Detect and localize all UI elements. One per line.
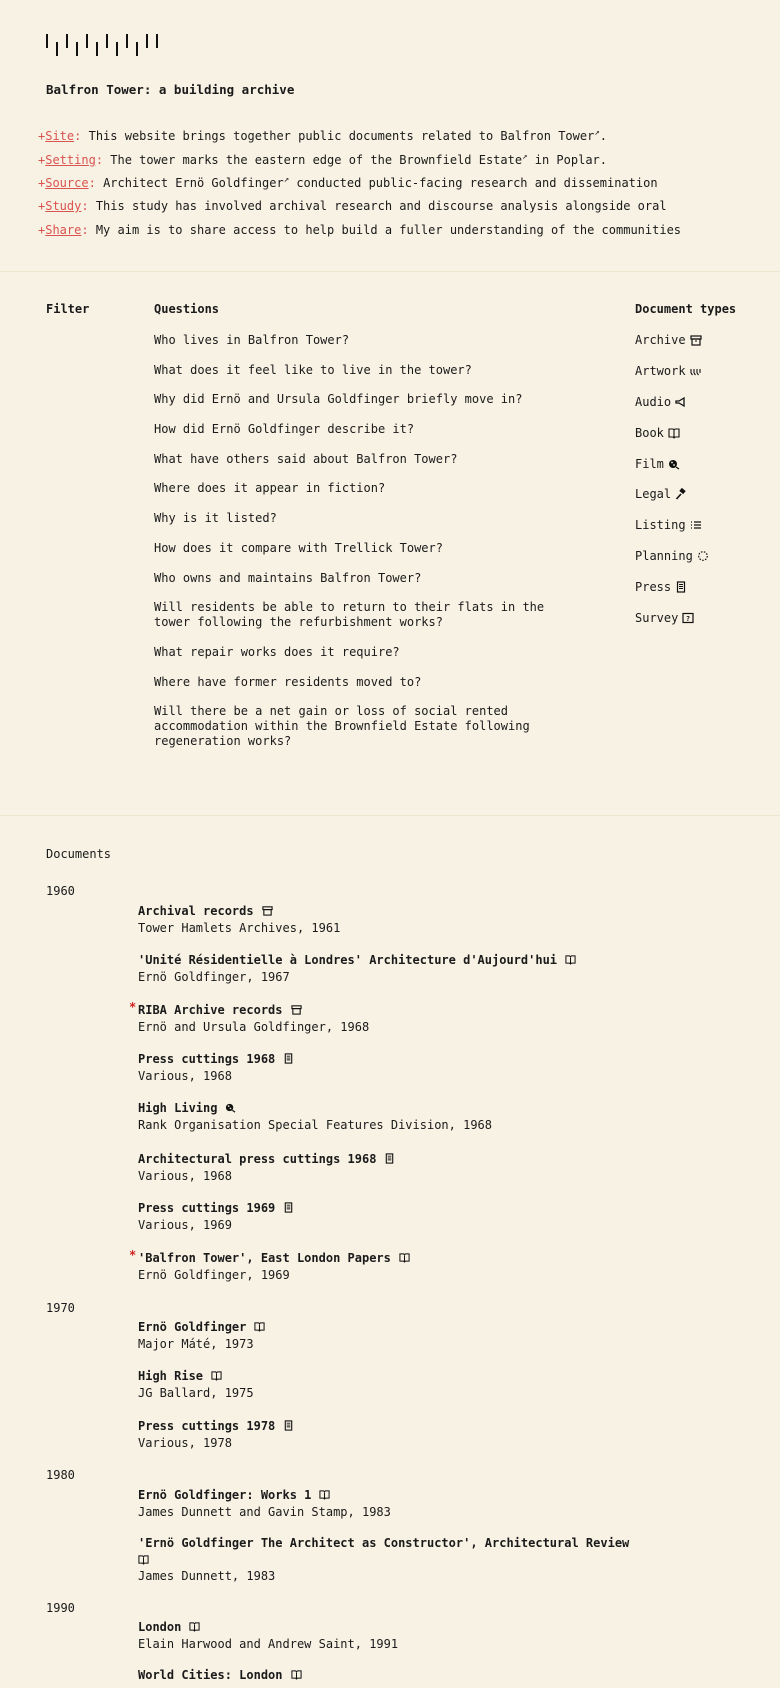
press-icon xyxy=(283,1420,294,1431)
book-icon xyxy=(565,954,576,965)
document-item[interactable] xyxy=(138,1151,738,1184)
listing-icon xyxy=(690,519,702,531)
document-title[interactable]: RIBA Archive records xyxy=(138,1003,283,1017)
document-title[interactable]: Press cuttings 1978 xyxy=(138,1419,276,1433)
document-title[interactable]: Archival records xyxy=(138,904,254,918)
film-icon xyxy=(668,458,680,470)
document-title[interactable]: High Rise xyxy=(138,1369,204,1383)
year-heading: 1980 xyxy=(46,1468,75,1482)
question-item[interactable]: Why is it listed? xyxy=(154,511,277,526)
featured-star: * xyxy=(129,1248,137,1262)
document-item[interactable] xyxy=(129,1248,738,1283)
question-item[interactable]: Where have former residents moved to? xyxy=(154,674,422,689)
document-source: Ernö Goldfinger, 1969 xyxy=(138,1267,290,1282)
book-icon xyxy=(291,1669,302,1680)
intro-text: conducted public-facing research and dissemination xyxy=(289,176,658,191)
document-item[interactable] xyxy=(138,1100,738,1133)
document-title[interactable]: Press cuttings 1969 xyxy=(138,1201,276,1215)
brownfield-estate-link[interactable]: The tower marks the eastern edge of the Brownfield Estate xyxy=(110,152,523,167)
question-item[interactable]: Who lives in Balfron Tower? xyxy=(154,333,350,347)
book-icon xyxy=(668,427,680,439)
type-survey[interactable] xyxy=(635,611,765,642)
goldfinger-link[interactable]: Architect Ernö Goldfinger xyxy=(103,176,284,191)
filter-heading: Filter xyxy=(46,302,90,316)
archive-icon xyxy=(262,905,273,916)
type-audio[interactable] xyxy=(635,395,765,426)
svg-text:?: ? xyxy=(686,615,691,624)
type-label: Legal xyxy=(635,487,672,502)
type-archive[interactable] xyxy=(635,333,765,364)
press-icon xyxy=(384,1153,395,1164)
book-icon xyxy=(319,1489,330,1500)
document-source: Tower Hamlets Archives, 1961 xyxy=(138,920,341,935)
document-source: JG Ballard, 1975 xyxy=(138,1385,254,1400)
question-item[interactable]: How does it compare with Trellick Tower? xyxy=(154,540,443,555)
type-planning[interactable] xyxy=(635,549,765,580)
questions-list xyxy=(154,333,594,764)
type-press[interactable] xyxy=(635,580,765,611)
artwork-icon xyxy=(690,365,702,377)
type-legal[interactable] xyxy=(635,487,765,518)
type-label: Press xyxy=(635,580,672,595)
document-source: Major Máté, 1973 xyxy=(138,1336,254,1351)
question-item[interactable]: How did Ernö Goldfinger describe it? xyxy=(154,422,415,437)
document-item[interactable] xyxy=(138,1418,738,1451)
source-link[interactable]: Source xyxy=(45,176,89,191)
document-types-heading: Document types xyxy=(635,302,737,316)
year-heading: 1970 xyxy=(46,1301,75,1315)
page-title: Balfron Tower: a building archive xyxy=(46,82,295,97)
document-source: James Dunnett, 1983 xyxy=(138,1569,276,1583)
press-icon xyxy=(675,581,687,593)
document-item[interactable] xyxy=(138,1200,738,1233)
survey-icon xyxy=(682,612,694,624)
study-link[interactable]: Study xyxy=(45,199,82,214)
type-book[interactable] xyxy=(635,426,765,457)
document-title[interactable]: Ernö Goldfinger xyxy=(138,1320,247,1334)
document-title[interactable]: London xyxy=(138,1620,182,1634)
questions-heading: Questions xyxy=(154,302,220,316)
external-link-icon: ↗ xyxy=(522,151,528,162)
question-item[interactable]: Why did Ernö and Ursula Goldfinger briefly move in? xyxy=(154,392,523,407)
document-item[interactable] xyxy=(138,1535,738,1585)
intro-list xyxy=(38,128,758,246)
type-label: Audio xyxy=(635,394,672,409)
document-item[interactable] xyxy=(138,1368,738,1401)
intro-text: This study has involved archival research and discourse analysis alongside oral xyxy=(95,199,667,214)
featured-star: * xyxy=(129,1000,137,1014)
book-icon xyxy=(138,1554,149,1565)
type-film[interactable] xyxy=(635,457,765,488)
archive-icon xyxy=(291,1004,302,1015)
document-item[interactable] xyxy=(138,1487,738,1520)
type-label: Listing xyxy=(635,518,686,533)
document-source: Rank Organisation Special Features Division, 1968 xyxy=(138,1117,493,1132)
year-heading: 1990 xyxy=(46,1601,75,1615)
document-title[interactable]: World Cities: London xyxy=(138,1668,283,1682)
document-title[interactable]: 'Ernö Goldfinger The Architect as Constructor', Architectural Review xyxy=(138,1536,630,1550)
external-link-icon: ↗ xyxy=(594,128,600,138)
book-icon xyxy=(399,1252,410,1263)
site-link[interactable]: Site xyxy=(45,129,75,143)
document-source: Ernö and Ursula Goldfinger, 1968 xyxy=(138,1019,370,1034)
document-types-list xyxy=(635,333,765,642)
balfron-tower-link[interactable]: This website brings together public documents related to Balfron Tower xyxy=(88,129,595,143)
document-title[interactable]: High Living xyxy=(138,1101,218,1115)
document-source: Various, 1968 xyxy=(138,1068,232,1083)
year-heading: 1960 xyxy=(46,884,75,898)
document-source: Ernö Goldfinger, 1967 xyxy=(138,969,290,984)
type-label: Archive xyxy=(635,333,686,347)
divider xyxy=(0,271,780,272)
setting-link[interactable]: Setting xyxy=(45,152,96,167)
type-label: Survey xyxy=(635,611,679,626)
question-item[interactable]: What repair works does it require? xyxy=(154,644,400,659)
type-label: Planning xyxy=(635,549,693,564)
type-label: Film xyxy=(635,456,664,471)
planning-icon xyxy=(697,550,709,562)
external-link-icon: ↗ xyxy=(283,175,290,186)
intro-text: in Poplar. xyxy=(527,152,607,167)
type-label: Book xyxy=(635,425,664,440)
question-item[interactable]: Where does it appear in fiction? xyxy=(154,481,386,496)
intro-share: +Share: My aim is to share access to help build a fuller understanding of the communities xyxy=(38,222,682,237)
type-label: Artwork xyxy=(635,363,686,378)
type-listing[interactable] xyxy=(635,518,765,549)
legal-icon xyxy=(675,488,687,500)
book-icon xyxy=(211,1370,222,1381)
type-artwork[interactable] xyxy=(635,364,765,395)
book-icon xyxy=(189,1621,200,1632)
document-item[interactable] xyxy=(138,1619,738,1652)
intro-setting: +Setting: The tower marks the eastern edge of the Brownfield Estate↗ in Poplar. xyxy=(38,151,607,167)
intro-source: +Source: Architect Ernö Goldfinger↗ conducted public-facing research and dissemination xyxy=(38,175,658,191)
film-icon xyxy=(225,1102,236,1113)
intro-text: My aim is to share access to help build a fuller understanding of the communities xyxy=(95,222,682,237)
document-source: Elain Harwood and Andrew Saint, 1991 xyxy=(138,1636,399,1651)
question-item[interactable]: Who owns and maintains Balfron Tower? xyxy=(154,570,422,585)
document-source: Various, 1968 xyxy=(138,1168,232,1183)
document-title[interactable]: 'Balfron Tower', East London Papers xyxy=(138,1251,391,1265)
document-item[interactable] xyxy=(138,1667,738,1684)
document-item[interactable] xyxy=(129,1000,738,1035)
question-item[interactable]: What does it feel like to live in the tower? xyxy=(154,362,472,377)
book-icon xyxy=(254,1321,265,1332)
question-item[interactable]: Will there be a net gain or loss of social rented accommodation within the Brownfield Estate following regeneration works? xyxy=(154,704,530,749)
document-item[interactable] xyxy=(138,903,738,936)
documents-heading: Documents xyxy=(46,847,112,861)
press-icon xyxy=(283,1053,294,1064)
audio-icon xyxy=(675,396,687,408)
document-item[interactable] xyxy=(138,1319,738,1352)
share-link[interactable]: Share xyxy=(45,222,82,237)
intro-site: +Site: This website brings together public documents related to Balfron Tower↗. xyxy=(38,128,607,143)
document-source: Various, 1978 xyxy=(138,1435,232,1450)
question-item[interactable]: Will residents be able to return to their flats in the tower following the refurbishment works? xyxy=(154,600,545,630)
document-title[interactable]: 'Unité Résidentielle à Londres' Architecture d'Aujourd'hui xyxy=(138,953,558,967)
document-item[interactable] xyxy=(138,952,738,985)
question-item[interactable]: What have others said about Balfron Tower? xyxy=(154,451,458,466)
document-title[interactable]: Ernö Goldfinger: Works 1 xyxy=(138,1488,312,1502)
intro-study: +Study: This study has involved archival research and discourse analysis alongside oral xyxy=(38,199,667,214)
document-item[interactable] xyxy=(138,1051,738,1084)
divider xyxy=(0,815,780,816)
document-source: James Dunnett and Gavin Stamp, 1983 xyxy=(138,1504,391,1519)
document-source: Various, 1969 xyxy=(138,1217,232,1232)
document-title[interactable]: Architectural press cuttings 1968 xyxy=(138,1152,377,1166)
press-icon xyxy=(283,1202,294,1213)
archive-icon xyxy=(690,334,702,346)
document-title[interactable]: Press cuttings 1968 xyxy=(138,1052,276,1066)
intro-text: . xyxy=(599,129,607,143)
